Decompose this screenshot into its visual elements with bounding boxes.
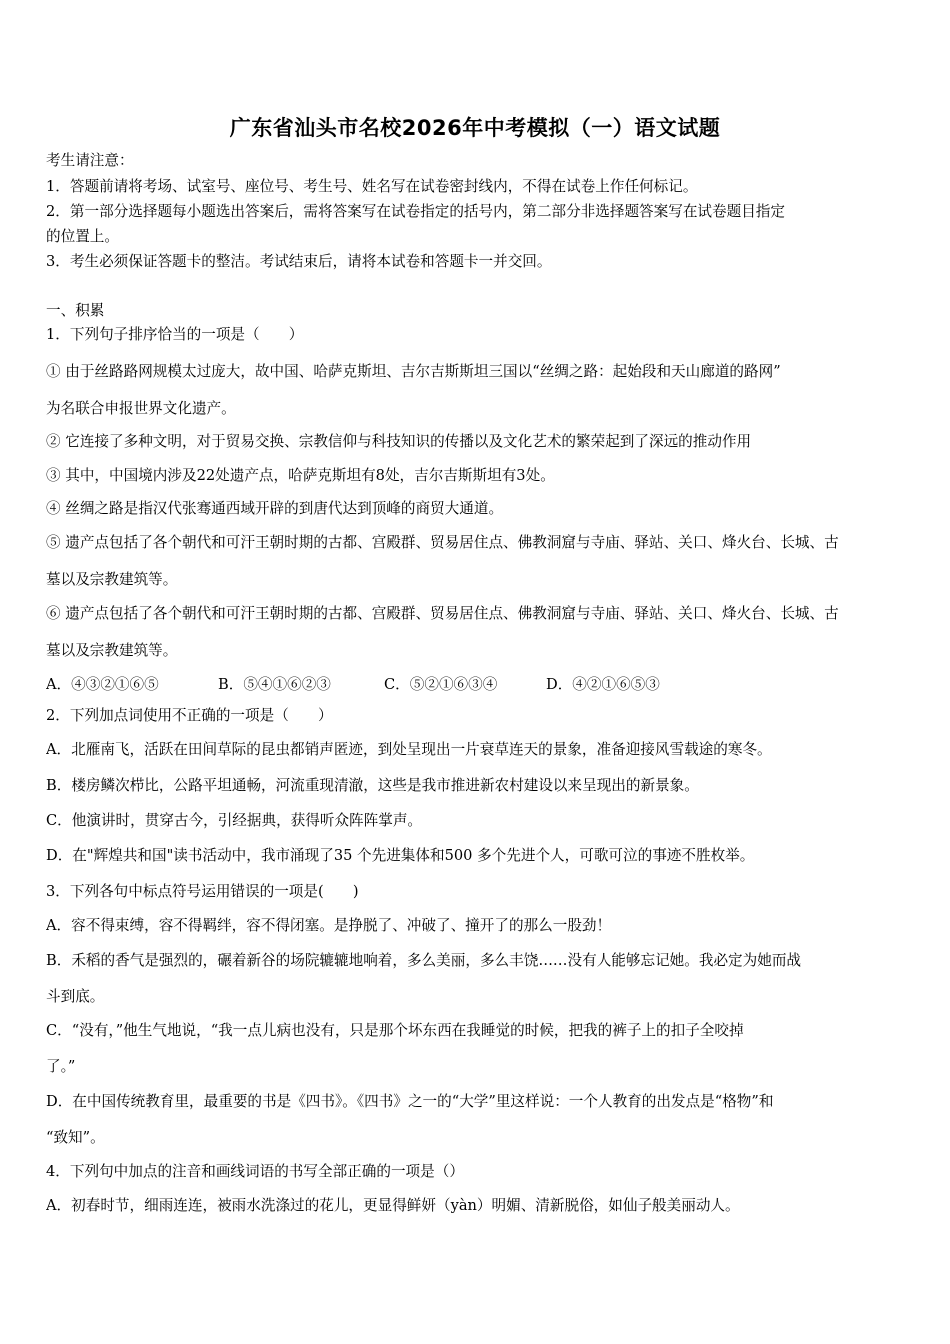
q1-sentence-5-cont: 墓以及宗教建筑等。 bbox=[46, 571, 178, 588]
q3-stem: 3．下列各句中标点符号运用错误的一项是( ) bbox=[46, 883, 359, 900]
q2-option-d[interactable]: D．在"辉煌共和国"读书活动中，我市涌现了35 个先进集体和500 多个先进个人，可歌可泣的事迹不胜枚举。 bbox=[46, 847, 755, 864]
q1-sentence-2: ② 它连接了多种文明，对于贸易交换、宗教信仰与科技知识的传播以及文化艺术的繁荣起到了深远的推动作用 bbox=[46, 433, 752, 450]
q3-option-c-cont: 了。” bbox=[46, 1058, 76, 1075]
q3-option-a[interactable]: A．容不得束缚，容不得羁绊，容不得闭塞。是挣脱了、冲破了、撞开了的那么一股劲！ bbox=[46, 917, 612, 934]
q1-sentence-1: ① 由于丝路路网规模太过庞大，故中国、哈萨克斯坦、吉尔吉斯斯坦三国以“丝绸之路：起始段和天山廊道的路网” bbox=[46, 363, 781, 380]
q3-option-d-cont: “致知”。 bbox=[46, 1129, 105, 1146]
q2-stem: 2．下列加点词使用不正确的一项是（ ） bbox=[46, 707, 333, 724]
q1-sentence-1-cont: 为名联合申报世界文化遗产。 bbox=[46, 400, 236, 417]
q2-option-c[interactable]: C．他演讲时，贯穿古今，引经据典，获得听众阵阵掌声。 bbox=[46, 812, 423, 829]
q3-option-d[interactable]: D．在中国传统教育里，最重要的书是《四书》。《四书》之一的“大学”里这样说：一个人教育的出发点是“格物”和 bbox=[46, 1093, 774, 1110]
q1-options bbox=[46, 676, 908, 694]
q2-option-a[interactable]: A．北雁南飞，活跃在田间草际的昆虫都销声匿迹，到处呈现出一片衰草连天的景象，准备迎接风雪载途的寒冬。 bbox=[46, 741, 772, 758]
q1-sentence-5: ⑤ 遗产点包括了各个朝代和可汗王朝时期的古都、宫殿群、贸易居住点、佛教洞窟与寺庙、驿站、关口、烽火台、长城、古 bbox=[46, 534, 839, 551]
notice-item-3: 3．考生必须保证答题卡的整洁。考试结束后，请将本试卷和答题卡一并交回。 bbox=[46, 253, 552, 270]
notice-heading: 考生请注意： bbox=[46, 152, 134, 169]
notice-item-2-cont: 的位置上。 bbox=[46, 228, 119, 245]
exam-title: 广东省汕头市名校2026年中考模拟（一）语文试题 bbox=[229, 116, 721, 140]
q4-option-a[interactable]: A．初春时节，细雨连连，被雨水洗涤过的花儿，更显得鲜妍（yàn）明媚、清新脱俗，如仙子般美丽动人。 bbox=[46, 1197, 740, 1214]
q3-option-b-cont: 斗到底。 bbox=[46, 988, 105, 1005]
q1-sentence-6: ⑥ 遗产点包括了各个朝代和可汗王朝时期的古都、宫殿群、贸易居住点、佛教洞窟与寺庙、驿站、关口、烽火台、长城、古 bbox=[46, 605, 839, 622]
section-heading: 一、积累 bbox=[46, 302, 105, 319]
q1-option-c[interactable]: C．⑤②①⑥③④ bbox=[384, 676, 498, 693]
q1-sentence-3: ③ 其中，中国境内涉及22处遗产点，哈萨克斯坦有8处，吉尔吉斯斯坦有3处。 bbox=[46, 467, 555, 484]
q1-option-a[interactable]: A．④③②①⑥⑤ bbox=[46, 676, 159, 693]
q3-option-b[interactable]: B．禾稻的香气是强烈的，碾着新谷的场院辘辘地响着，多么美丽，多么丰饶……没有人能够忘记她。我必定为她而战 bbox=[46, 952, 802, 969]
q1-sentence-6-cont: 墓以及宗教建筑等。 bbox=[46, 642, 178, 659]
q2-option-b[interactable]: B．楼房鳞次栉比，公路平坦通畅，河流重现清澈，这些是我市推进新农村建设以来呈现出的新景象。 bbox=[46, 777, 699, 794]
q1-option-b[interactable]: B．⑤④①⑥②③ bbox=[218, 676, 331, 693]
q1-stem: 1．下列句子排序恰当的一项是（ ） bbox=[46, 326, 304, 343]
q3-option-c[interactable]: C．“没有，”他生气地说，“我一点儿病也没有，只是那个坏东西在我睡觉的时候，把我的裤子上的扣子全咬掉 bbox=[46, 1022, 744, 1039]
q1-option-d[interactable]: D．④②①⑥⑤③ bbox=[546, 676, 660, 693]
notice-item-1: 1．答题前请将考场、试室号、座位号、考生号、姓名写在试卷密封线内，不得在试卷上作任何标记。 bbox=[46, 178, 698, 195]
notice-item-2: 2．第一部分选择题每小题选出答案后，需将答案写在试卷指定的括号内，第二部分非选择题答案写在试卷题目指定 bbox=[46, 203, 785, 220]
q1-sentence-4: ④ 丝绸之路是指汉代张骞通西域开辟的到唐代达到顶峰的商贸大通道。 bbox=[46, 500, 504, 517]
q4-stem: 4．下列句中加点的注音和画线词语的书写全部正确的一项是（） bbox=[46, 1163, 464, 1180]
